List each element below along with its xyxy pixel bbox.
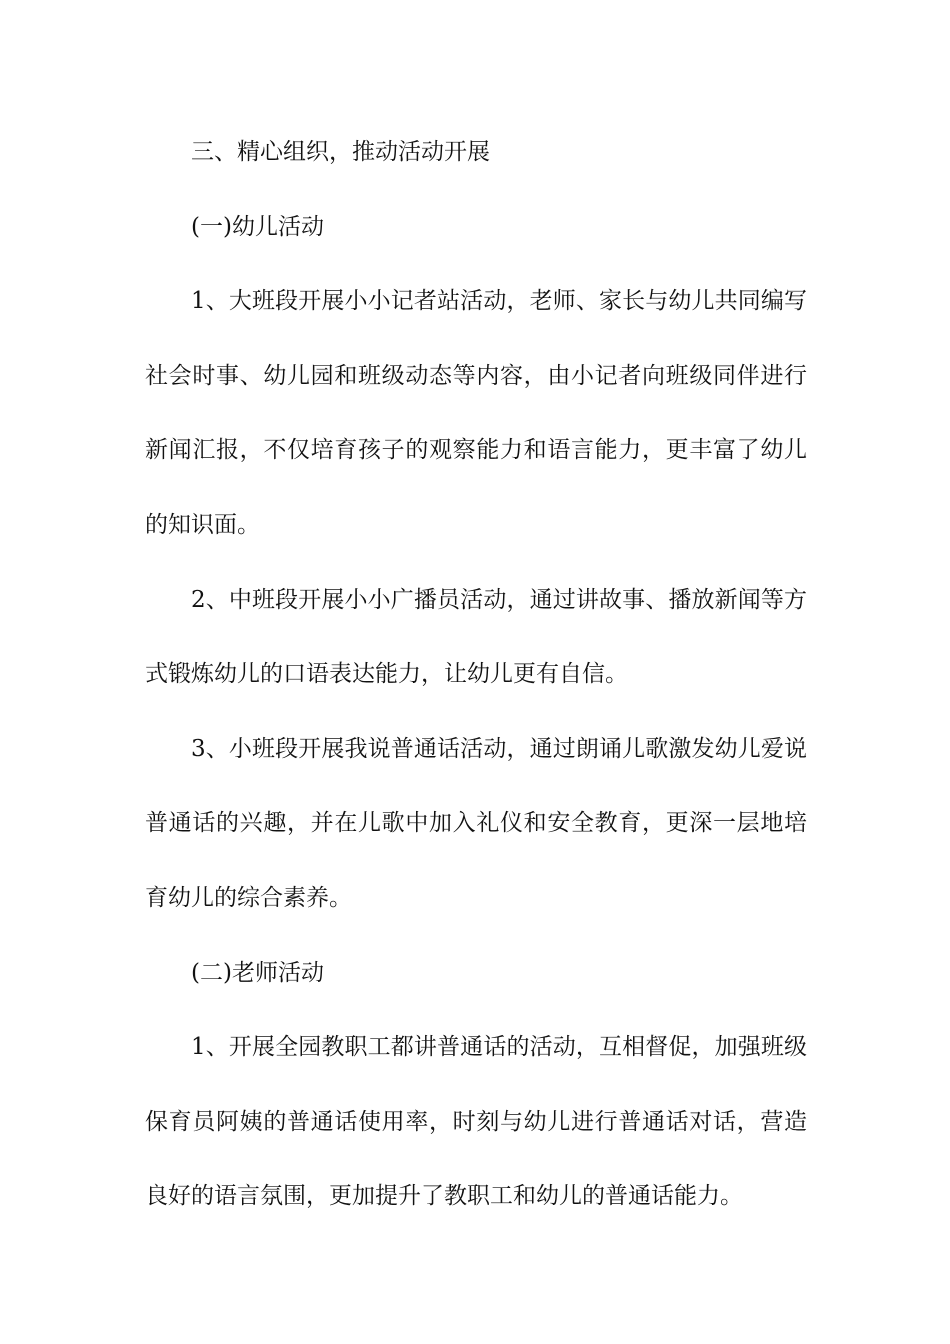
paragraph-middle-class: 2、中班段开展小小广播员活动，通过讲故事、播放新闻等方式锻炼幼儿的口语表达能力，让幼儿更有自信。 xyxy=(145,586,807,688)
subsection-heading-teachers: (二)老师活动 xyxy=(191,959,324,986)
subsection-heading-children: (一)幼儿活动 xyxy=(191,213,324,240)
paragraph-junior-class: 3、小班段开展我说普通话活动，通过朗诵儿歌激发幼儿爱说普通话的兴趣，并在儿歌中加入礼仪和安全教育，更深一层地培育幼儿的综合素养。 xyxy=(145,735,807,911)
paragraph-staff-activity: 1、开展全园教职工都讲普通话的活动，互相督促，加强班级保育员阿姨的普通话使用率，时刻与幼儿进行普通话对话，营造良好的语言氛围，更加提升了教职工和幼儿的普通话能力。 xyxy=(145,1034,807,1210)
paragraph-senior-class: 1、大班段开展小小记者站活动，老师、家长与幼儿共同编写社会时事、幼儿园和班级动态等内容，由小记者向班级同伴进行新闻汇报，不仅培育孩子的观察能力和语言能力，更丰富了幼儿的知识面。 xyxy=(145,288,807,538)
document-body xyxy=(145,115,807,1234)
section-heading: 三、精心组织，推动活动开展 xyxy=(191,139,490,165)
